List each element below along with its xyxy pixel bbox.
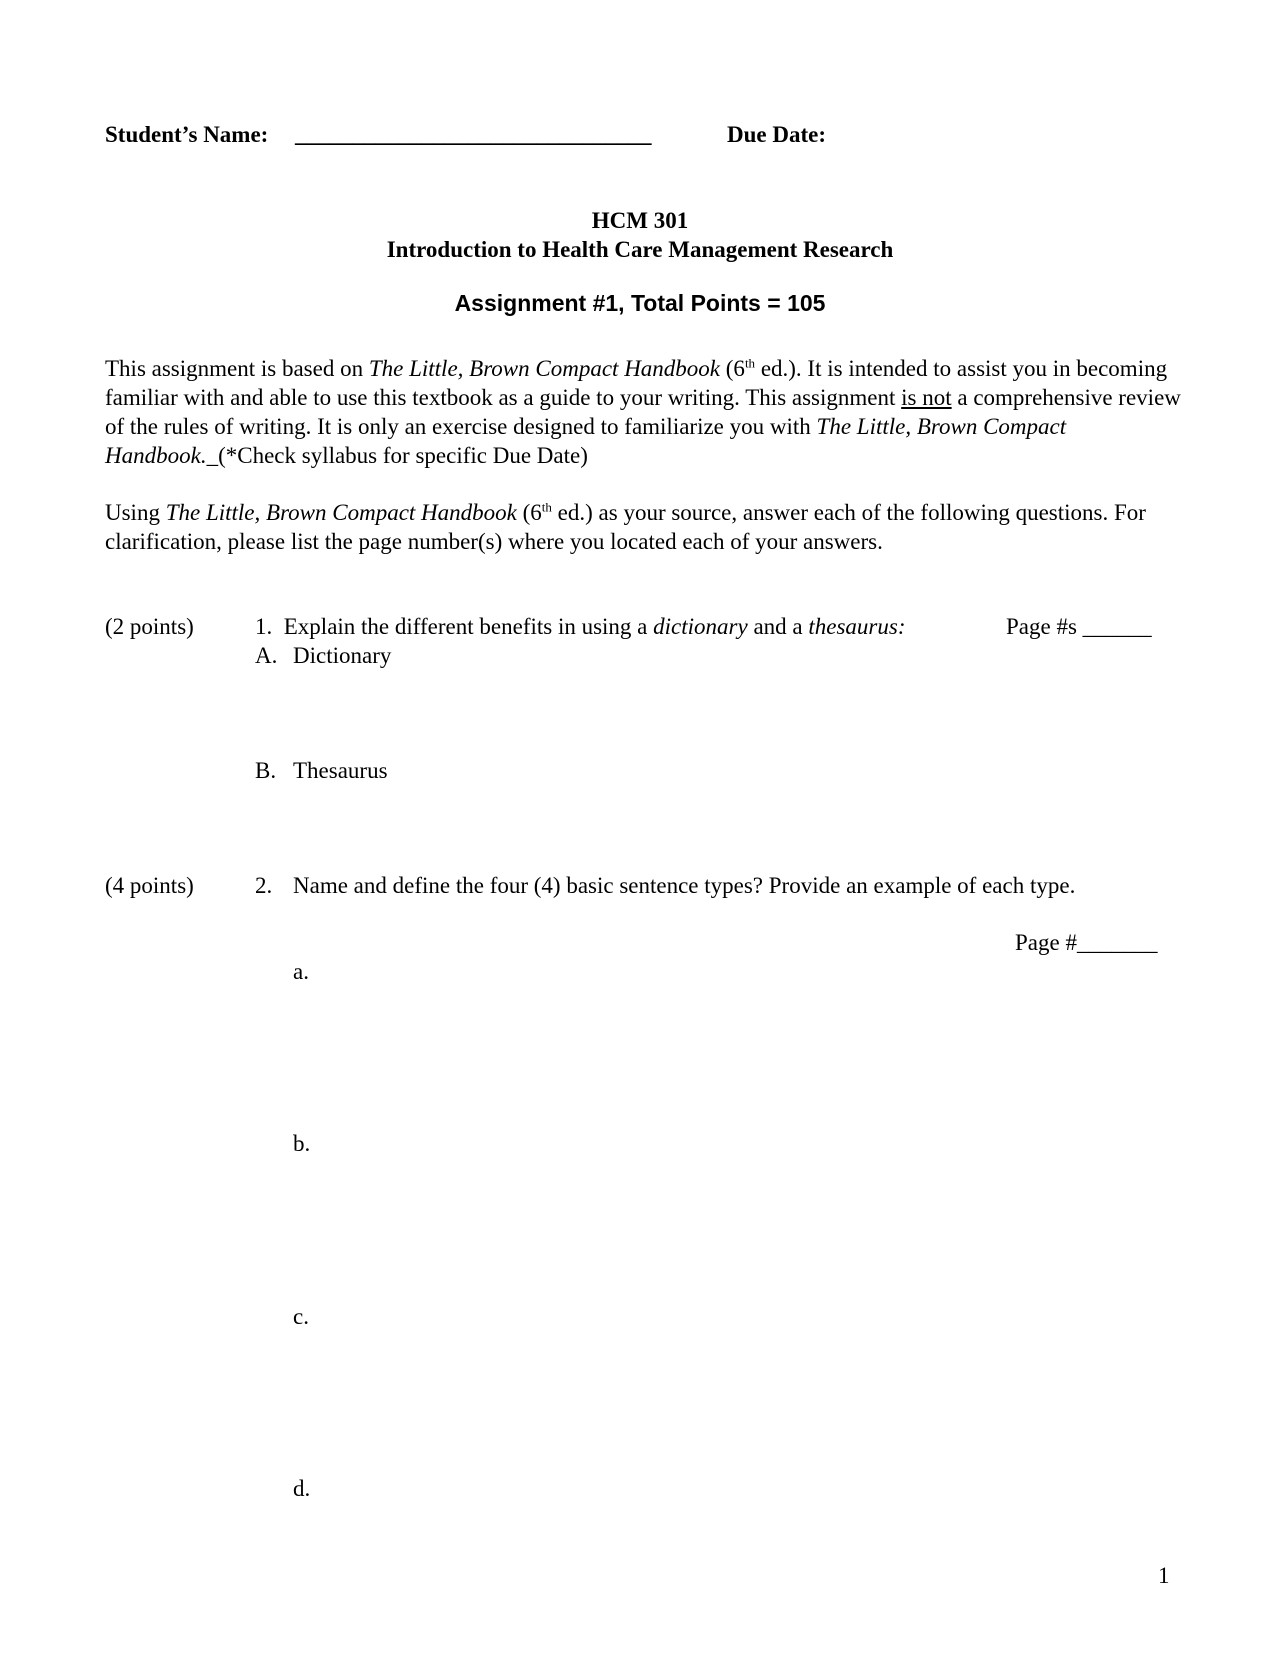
book-title: The Little, Brown Compact Handbook [165, 500, 517, 525]
question-1-page-blank[interactable]: Page #s ______ [1006, 614, 1152, 639]
question-2-page-blank[interactable]: Page #_______ [1015, 930, 1158, 955]
is-not-underlined: is not [901, 385, 952, 410]
question-2-number: 2. [255, 873, 273, 898]
book-title: The Little, Brown Compact Handbook. [105, 414, 1067, 468]
instructions-paragraph: Using The Little, Brown Compact Handbook (6th ed.) as your source, answer each of the following questions. For clarification, please list the page number(s) where you located each of your answers. [105, 499, 1146, 554]
question-1-part-a-letter: A. [255, 643, 278, 668]
course-code: HCM 301 [591, 208, 689, 233]
question-1-part-b-letter: B. [255, 758, 277, 783]
question-2-part-c: c. [293, 1304, 309, 1329]
intro-paragraph: This assignment is based on The Little, Brown Compact Handbook (6th ed.). It is intended to assist you in becoming familiar with and able to use this textbook as a guide to your writing. This assignment is not a comprehensive review of the rules of writing. It is only an exercise designed to familiarize you with The Little, Brown Compact Handbook._(*Check syllabus for specific Due Date) [105, 355, 1181, 468]
student-name-label: Student’s Name: [105, 122, 269, 147]
question-1-points: (2 points) [105, 614, 194, 639]
page-number: 1 [1158, 1563, 1170, 1588]
question-1-text: 1. Explain the different benefits in using a dictionary and a thesaurus: [255, 614, 906, 639]
question-2-part-a: a. [293, 959, 309, 984]
assignment-title: Assignment #1, Total Points = 105 [454, 290, 826, 316]
question-2-text: Name and define the four (4) basic sentence types? Provide an example of each type. [293, 873, 1076, 898]
question-2-part-d: d. [293, 1476, 311, 1501]
question-2-points: (4 points) [105, 873, 194, 898]
question-1-part-a-label: Dictionary [293, 643, 392, 668]
due-date-label: Due Date: [727, 122, 826, 147]
course-name: Introduction to Health Care Management Research [386, 237, 894, 262]
book-title: The Little, Brown Compact Handbook [368, 356, 721, 381]
question-1-part-b-label: Thesaurus [293, 758, 388, 783]
student-name-blank[interactable]: _______________________________ [295, 122, 652, 147]
question-2-part-b: b. [293, 1131, 311, 1156]
